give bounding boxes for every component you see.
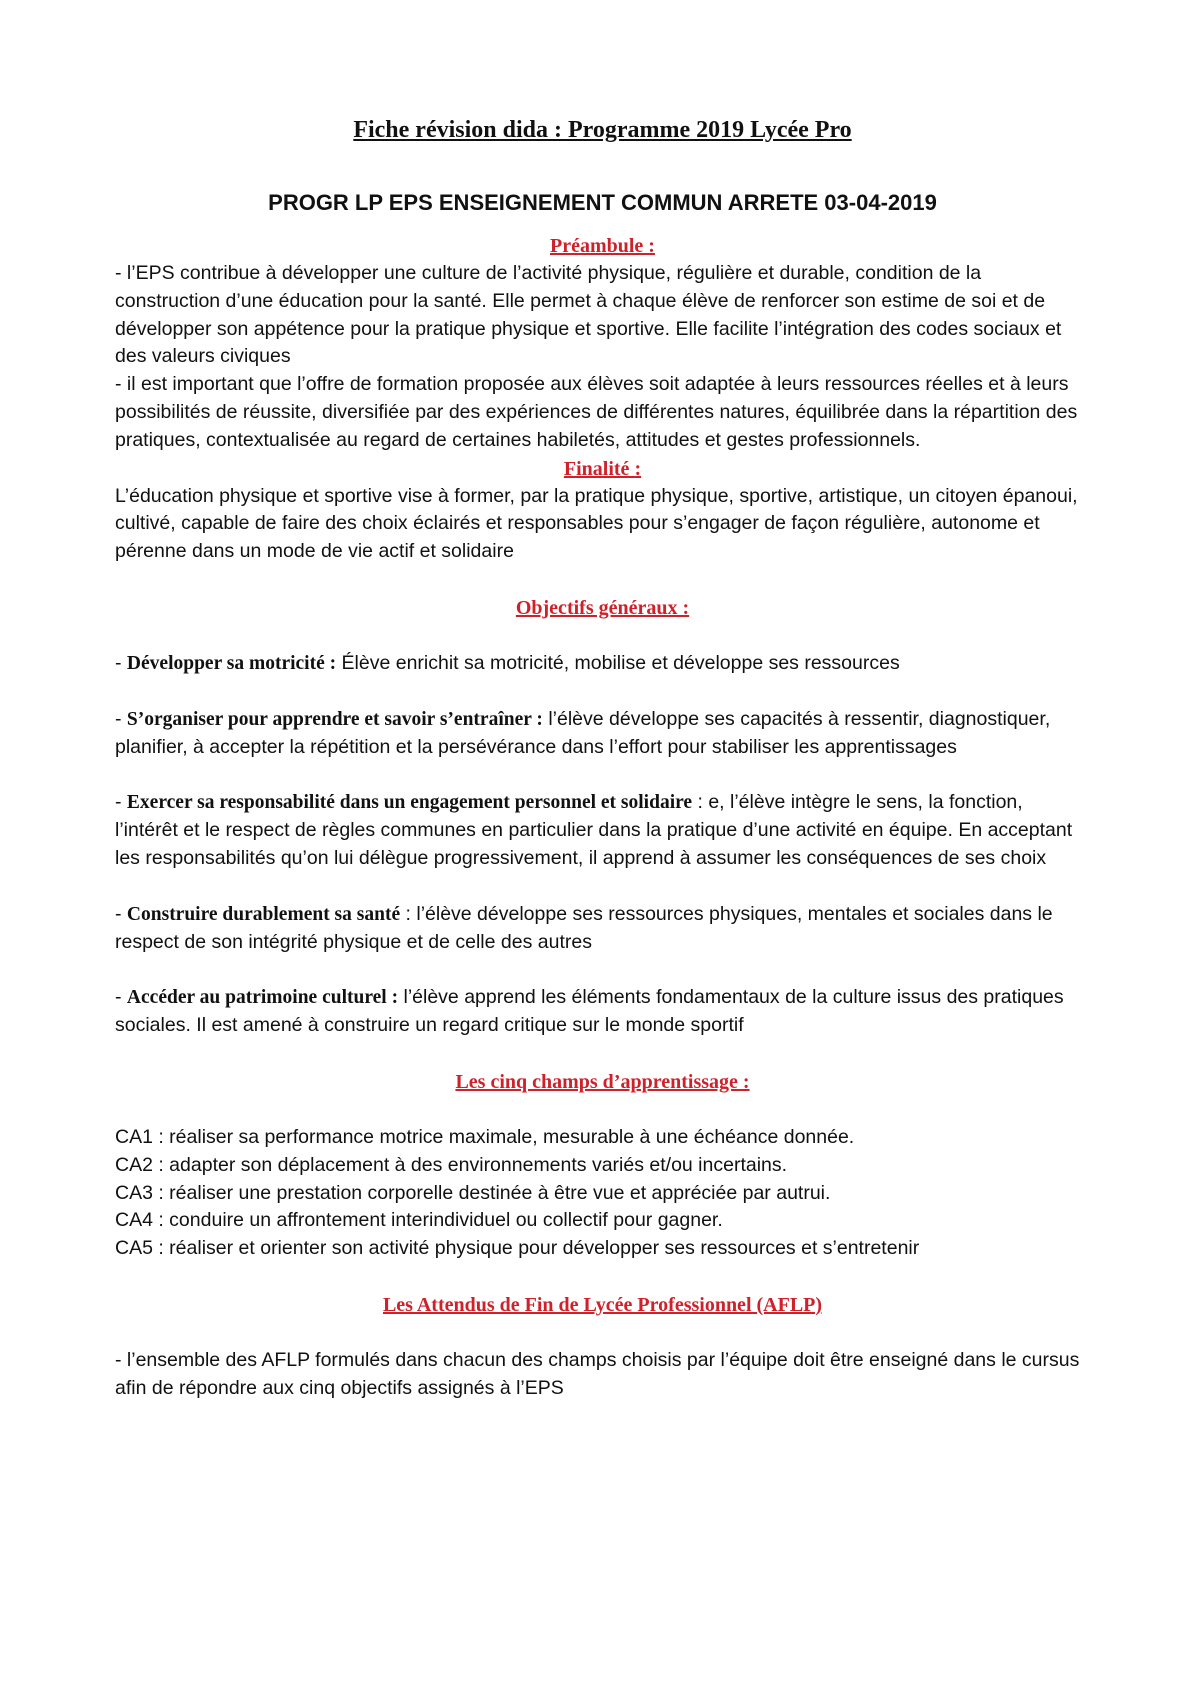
- objectif-text: : e, l’élève intègre le sens, la fonction, l’intérêt et le respect de règles communes en particulier dans la pratique d’une activité en équipe. En acceptant les responsabilités qu’on lui délègue progressivement, il apprend à assumer les conséquences de ses choix: [115, 791, 1073, 869]
- champ-item-ca3: CA3 : réaliser une prestation corporelle destinée à être vue et appréciée par autrui.: [115, 1181, 831, 1204]
- finalite-paragraph: L’éducation physique et sportive vise à former, par la pratique physique, sportive, artistique, un citoyen épanoui, cultivé, capable de faire des choix éclairés et responsables pour s’engager de façon régulière, autonome et pérenne dans un mode de vie actif et solidaire: [115, 484, 1078, 563]
- champ-item-ca1: CA1 : réaliser sa performance motrice maximale, mesurable à une échéance donnée.: [115, 1125, 855, 1148]
- objectif-item: [115, 901, 1090, 957]
- objectif-title: Développer sa motricité :: [126, 652, 337, 674]
- aflp-paragraph: - l’ensemble des AFLP formulés dans chacun des champs choisis par l’équipe doit être enseigné dans le cursus afin de répondre aux cinq objectifs assignés à l’EPS: [115, 1348, 1080, 1399]
- objectif-item: [115, 706, 1090, 762]
- objectif-title: Exercer sa responsabilité dans un engagement personnel et solidaire: [126, 792, 693, 814]
- champs-section: [115, 1068, 1090, 1263]
- objectif-item: [115, 789, 1090, 872]
- objectif-title: Construire durablement sa santé: [126, 903, 401, 925]
- finalite-heading: Finalité :: [563, 457, 642, 480]
- objectif-dash: -: [115, 791, 127, 814]
- objectif-text: l’élève apprend les éléments fondamentaux de la culture issus des pratiques sociales. Il est amené à construire un regard critique sur le monde sportif: [115, 986, 1064, 1037]
- objectif-dash: -: [115, 902, 127, 925]
- champ-item-ca5: CA5 : réaliser et orienter son activité physique pour développer ses ressources et s’entretenir: [115, 1237, 920, 1260]
- objectif-dash: -: [115, 651, 127, 674]
- objectifs-heading: Objectifs généraux :: [515, 596, 690, 619]
- document-title: Fiche révision dida : Programme 2019 Lycée Pro: [353, 117, 852, 143]
- objectif-dash: -: [115, 986, 127, 1009]
- preambule-heading: Préambule :: [550, 235, 655, 257]
- champs-heading: Les cinq champs d’apprentissage :: [455, 1070, 750, 1093]
- objectifs-section: [115, 594, 1090, 1040]
- aflp-section: [115, 1291, 1090, 1403]
- objectif-item: [115, 984, 1090, 1040]
- champ-item-ca4: CA4 : conduire un affrontement interindividuel ou collectif pour gagner.: [115, 1209, 723, 1232]
- objectif-text: Élève enrichit sa motricité, mobilise et développe ses ressources: [336, 651, 900, 674]
- objectif-text: : l’élève développe ses ressources physiques, mentales et sociales dans le respect de son intégrité physique et de celle des autres: [115, 902, 1053, 953]
- objectif-item: [115, 650, 1090, 678]
- objectif-title: Accéder au patrimoine culturel :: [126, 987, 399, 1009]
- preambule-section: [115, 232, 1090, 455]
- document-page: [115, 110, 1090, 1403]
- objectif-text: l’élève développe ses capacités à ressentir, diagnostiquer, planifier, à accepter la répétition et la persévérance dans l’effort pour stabiliser les apprentissages: [115, 707, 1051, 758]
- champ-item-ca2: CA2 : adapter son déplacement à des environnements variés et/ou incertains.: [115, 1153, 788, 1176]
- objectif-title: S’organiser pour apprendre et savoir s’entraîner :: [126, 708, 543, 730]
- preambule-paragraph-1: - l’EPS contribue à développer une culture de l’activité physique, régulière et durable, condition de la construction d’une éducation pour la santé. Elle permet à chaque élève de renforcer son estime de soi et de développer son appétence pour la pratique physique et sportive. Elle facilite l’intégration des codes sociaux et des valeurs civiques: [115, 262, 1062, 368]
- objectif-dash: -: [115, 707, 127, 730]
- document-subtitle: PROGR LP EPS ENSEIGNEMENT COMMUN ARRETE 03-04-2019: [268, 190, 937, 215]
- aflp-heading: Les Attendus de Fin de Lycée Professionnel (AFLP): [382, 1293, 823, 1316]
- preambule-paragraph-2: - il est important que l’offre de formation proposée aux élèves soit adaptée à leurs ressources réelles et à leurs possibilités de réussite, diversifiée par des expériences de différentes natures, équilibrée dans la répartition des pratiques, contextualisée au regard de certaines habiletés, attitudes et gestes professionnels.: [115, 373, 1078, 451]
- finalite-section: [115, 455, 1090, 566]
